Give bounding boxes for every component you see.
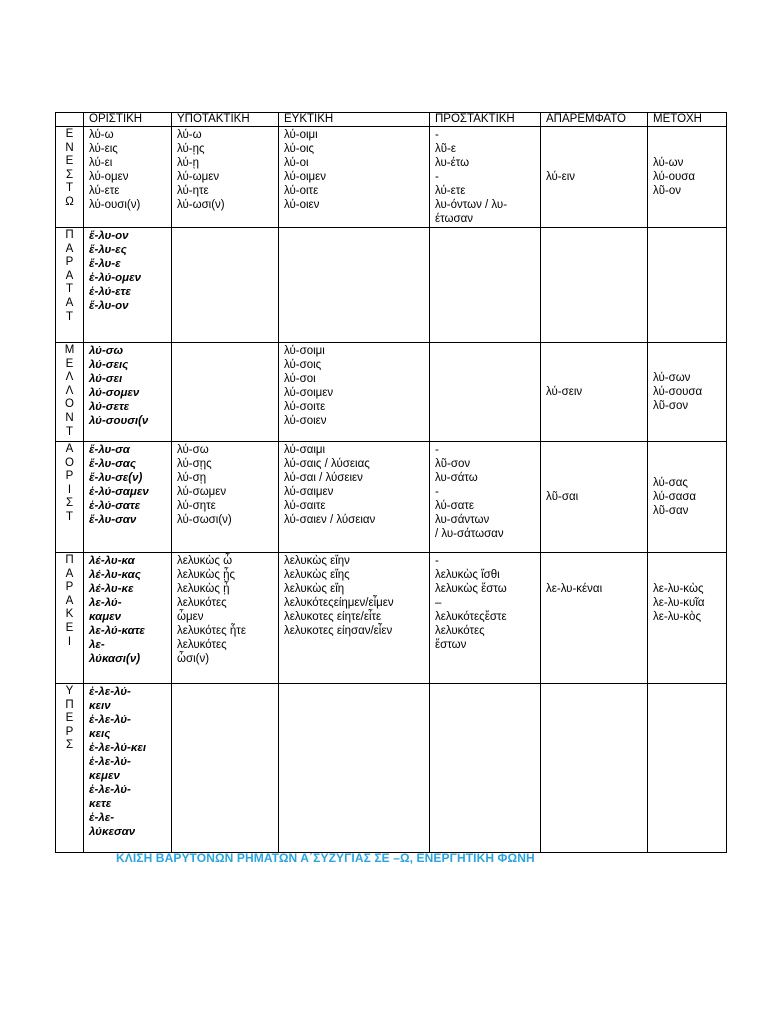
verb-form: λύ-σω	[177, 444, 209, 456]
verb-form: ἐ-λε-λύ-	[89, 714, 131, 726]
verb-form: λελυκὼς ᾖ	[177, 583, 230, 595]
verb-form: λύ-σῃ	[177, 472, 207, 484]
verb-form: λύ-σοις	[284, 359, 322, 371]
cell-perfect-participle	[648, 553, 727, 684]
cell-present-infinitive	[541, 127, 648, 228]
verb-form: λύ-ῃς	[177, 143, 205, 155]
tense-letter: Α	[65, 269, 74, 282]
tense-letter: Π	[65, 698, 74, 711]
cell-imperfect-imperative	[430, 228, 541, 343]
cell-present-imperative	[430, 127, 541, 228]
cell-imperfect-indicative	[84, 228, 172, 343]
verb-form: λύ-οιεν	[284, 199, 320, 211]
tense-letter: Κ	[65, 608, 74, 621]
verb-form: λελυκότες	[177, 639, 227, 651]
cell-present-optative	[279, 127, 430, 228]
verb-form: λύ-σοιμεν	[284, 387, 334, 399]
tense-letter: Σ	[65, 168, 74, 181]
tense-label-present	[56, 127, 84, 228]
verb-form: λύ-σατε	[435, 500, 475, 512]
cell-aorist-participle	[648, 442, 727, 553]
verb-form: λύ-σουσα	[653, 386, 703, 398]
tense-label-imperfect	[56, 228, 84, 343]
verb-form: λελυκότες	[177, 597, 227, 609]
verb-form: ἐ-λύ-σατε	[89, 500, 141, 512]
header-subjunctive: ΥΠΟΤΑΚΤΙΚΗ	[172, 113, 279, 127]
verb-form: λύ-σω	[89, 345, 124, 357]
tense-letter: Ρ	[65, 470, 74, 483]
verb-form: λύ-σασα	[653, 491, 697, 503]
verb-form: λύ-σομεν	[89, 387, 140, 399]
tense-row-present	[56, 127, 727, 228]
verb-form: ἐ-λύ-ετε	[89, 286, 131, 298]
cell-pluperfect-optative	[279, 684, 430, 853]
verb-form: λελυκότες	[435, 625, 485, 637]
verb-form: ἐ-λύ-σαμεν	[89, 486, 149, 498]
table-caption: ΚΛΙΣΗ ΒΑΡΥΤΟΝΩΝ ΡΗΜΑΤΩΝ Α΄ΣΥΖΥΓΙΑΣ ΣΕ –Ω, ΕΝΕΡΓΗΤΙΚΗ ΦΩΝΗ	[116, 851, 535, 865]
cell-perfect-subjunctive	[172, 553, 279, 684]
tense-row-perfect	[56, 553, 727, 684]
verb-form: λύ-ει	[89, 157, 113, 169]
verb-form: -	[435, 444, 439, 456]
verb-form: λύ-οι	[284, 157, 309, 169]
verb-form: λύ-σαιμεν	[284, 486, 334, 498]
cell-aorist-infinitive	[541, 442, 648, 553]
tense-letter: Λ	[65, 371, 74, 384]
verb-form: λύ-σαις / λύσειας	[284, 458, 370, 470]
header-row	[56, 113, 727, 127]
tense-letter: Ρ	[65, 256, 74, 269]
verb-form: λέ-λυ-κας	[89, 569, 141, 581]
tense-letter: Ε	[65, 712, 74, 725]
verb-form: λυ-όντων / λυ-	[435, 199, 508, 211]
verb-form: ἔστων	[435, 639, 467, 651]
verb-form: λύ-σωμεν	[177, 486, 227, 498]
tense-letter: Ρ	[65, 725, 74, 738]
verb-form: λῦ-σαν	[653, 505, 689, 517]
verb-form: λε-λυ-κυῖα	[653, 597, 705, 609]
verb-form: λε-λυ-κέναι	[546, 583, 603, 595]
verb-form: λύ-σωσι(ν)	[177, 514, 232, 526]
verb-form: λύ-ῃ	[177, 157, 199, 169]
header-indicative: ΟΡΙΣΤΙΚΗ	[84, 113, 172, 127]
verb-form: λύ-σουσι(ν	[89, 415, 149, 427]
verb-form: λύ-ω	[177, 129, 202, 141]
tense-letter: Ε	[65, 621, 74, 634]
verb-form: ἔ-λυ-ον	[89, 230, 129, 242]
verb-form: λελυκὼς εἴης	[284, 569, 350, 581]
verb-form: ἔ-λυ-ε	[89, 258, 121, 270]
verb-form: κετε	[89, 798, 112, 810]
verb-form: λύκεσαν	[89, 826, 136, 838]
tense-letter: Ω	[65, 195, 74, 208]
tense-letter: Ρ	[65, 581, 74, 594]
cell-future-infinitive	[541, 343, 648, 442]
verb-form: λύ-εις	[89, 143, 118, 155]
verb-form: λύ-οις	[284, 143, 315, 155]
verb-form: –	[435, 597, 442, 609]
verb-form: λελυκὼς εἴη	[284, 583, 345, 595]
tense-letter: Ε	[65, 155, 74, 168]
tense-letter: Τ	[65, 310, 74, 323]
verb-form: κειν	[89, 700, 111, 712]
tense-letter: Ο	[65, 398, 74, 411]
tense-letter: Α	[65, 242, 74, 255]
cell-aorist-subjunctive	[172, 442, 279, 553]
cell-pluperfect-imperative	[430, 684, 541, 853]
tense-letter: Π	[65, 229, 74, 241]
cell-imperfect-subjunctive	[172, 228, 279, 343]
verb-form: ἐ-λε-λύ-	[89, 686, 131, 698]
verb-form: λε-λύ-κατε	[89, 625, 145, 637]
verb-form: κεις	[89, 728, 111, 740]
verb-form: λε-λύ-	[89, 597, 122, 609]
verb-form: λύ-σητε	[177, 500, 216, 512]
cell-future-indicative	[84, 343, 172, 442]
tense-letter: Α	[65, 567, 74, 580]
verb-form: λελυκὼς ᾖς	[177, 569, 236, 581]
verb-form: λῦ-σον	[435, 458, 471, 470]
verb-form: λελυκοτες είησαν/εἶεν	[284, 625, 393, 637]
tense-letter: Τ	[65, 510, 74, 523]
header-imperative: ΠΡΟΣΤΑΚΤΙΚΗ	[430, 113, 541, 127]
verb-form: -	[435, 555, 439, 567]
cell-aorist-indicative	[84, 442, 172, 553]
cell-present-subjunctive	[172, 127, 279, 228]
verb-form: λύ-σαιεν / λύσειαν	[284, 514, 376, 526]
tense-letter: Ο	[65, 456, 74, 469]
verb-form: λύκασι(ν)	[89, 653, 141, 665]
verb-form: έτωσαν	[435, 213, 473, 225]
conjugation-document	[55, 112, 727, 853]
tense-letter: Λ	[65, 384, 74, 397]
tense-letter: Σ	[65, 497, 74, 510]
verb-form: λελυκότεςἔστε	[435, 611, 507, 623]
corner-header	[56, 113, 84, 127]
verb-form: λελυκὼς ἔστω	[435, 583, 507, 595]
verb-form	[653, 568, 722, 582]
tense-letter: Α	[65, 443, 74, 455]
verb-form: λύ-σεις	[89, 359, 129, 371]
cell-pluperfect-infinitive	[541, 684, 648, 853]
verb-form: λύ-ουσα	[653, 171, 696, 183]
verb-form: λελυκότεςείημεν/εἶμεν	[284, 597, 394, 609]
verb-form: λύ-σας	[653, 477, 688, 489]
verb-form: λελυκὼς ἴσθι	[435, 569, 500, 581]
verb-form: λύ-σετε	[89, 401, 130, 413]
verb-form: ἐ-λε-λύ-	[89, 784, 131, 796]
verb-form: λύ-σειν	[546, 386, 583, 398]
verb-form: λύ-ειν	[546, 171, 576, 183]
cell-imperfect-participle	[648, 228, 727, 343]
verb-form: -	[435, 171, 439, 183]
verb-form: -	[435, 486, 439, 498]
verb-form: λε-λυ-κὼς	[653, 583, 704, 595]
tense-letter: Ν	[65, 411, 74, 424]
tense-row-pluperfect	[56, 684, 727, 853]
cell-future-participle	[648, 343, 727, 442]
verb-form: ἔ-λυ-σαν	[89, 514, 137, 526]
verb-form: λέ-λυ-κε	[89, 583, 134, 595]
verb-form: λύ-ωσι(ν)	[177, 199, 225, 211]
cell-perfect-infinitive	[541, 553, 648, 684]
tense-label-pluperfect	[56, 684, 84, 853]
cell-perfect-optative	[279, 553, 430, 684]
verb-form: ἐ-λε-	[89, 812, 115, 824]
tense-letter: Ν	[65, 141, 74, 154]
verb-form: ἐ-λε-λύ-κει	[89, 742, 147, 754]
tense-letter: Τ	[65, 425, 74, 438]
cell-present-participle	[648, 127, 727, 228]
tense-letter: Σ	[65, 739, 74, 752]
verb-form: ἐ-λύ-ομεν	[89, 272, 141, 284]
verb-form: λύ-ω	[89, 129, 114, 141]
header-optative: ΕΥΚΤΙΚΗ	[279, 113, 430, 127]
verb-form: λύ-οιμεν	[284, 171, 327, 183]
verb-form: λύ-ετε	[435, 185, 466, 197]
verb-form: ἔ-λυ-σε(ν)	[89, 472, 143, 484]
header-infinitive: ΑΠΑΡΕΜΦΑΤΟ	[541, 113, 648, 127]
verb-form: ἐ-λε-λύ-	[89, 756, 131, 768]
verb-form: λύ-σαι / λύσειεν	[284, 472, 363, 484]
verb-form: λελυκότες ἦτε	[177, 625, 246, 637]
verb-form: λύ-οιτε	[284, 185, 319, 197]
verb-form: λελυκὼς εἴην	[284, 555, 350, 567]
tense-letter: Α	[65, 594, 74, 607]
verb-form: / λυ-σάτωσαν	[435, 528, 504, 540]
verb-form: λῦ-σαι	[546, 491, 579, 503]
tense-row-imperfect	[56, 228, 727, 343]
tense-row-aorist	[56, 442, 727, 553]
tense-letter: Τ	[65, 283, 74, 296]
verb-form	[653, 554, 722, 568]
cell-future-imperative	[430, 343, 541, 442]
verb-form: λύ-σῃς	[177, 458, 212, 470]
tense-letter: Ι	[67, 635, 72, 648]
tense-label-perfect	[56, 553, 84, 684]
verb-form: λε-λυ-κὸς	[653, 611, 701, 623]
verb-form: λύ-ομεν	[89, 171, 129, 183]
verb-form: καμεν	[89, 611, 122, 623]
verb-form: λύ-ητε	[177, 185, 209, 197]
cell-pluperfect-subjunctive	[172, 684, 279, 853]
cell-pluperfect-participle	[648, 684, 727, 853]
cell-future-optative	[279, 343, 430, 442]
tense-letter: Υ	[65, 685, 74, 697]
verb-form: λύ-ουσι(ν)	[89, 199, 141, 211]
verb-form: λύ-οιμι	[284, 129, 318, 141]
verb-form: ὦμεν	[177, 611, 204, 623]
verb-form: λύ-σοιεν	[284, 415, 327, 427]
tense-letter: Ε	[65, 357, 74, 370]
verb-form: ὦσι(ν)	[177, 653, 210, 665]
verb-form: λῦ-ε	[435, 143, 456, 155]
verb-form: λυ-έτω	[435, 157, 470, 169]
verb-form: ἔ-λυ-σα	[89, 444, 130, 456]
verb-form	[546, 568, 643, 582]
tense-letter: Α	[65, 296, 74, 309]
tense-letter: Ι	[67, 483, 72, 496]
verb-form: -	[435, 129, 439, 141]
verb-form: λῦ-ον	[653, 185, 682, 197]
tense-letter: Ε	[65, 128, 74, 140]
verb-form: λύ-ετε	[89, 185, 120, 197]
cell-pluperfect-indicative	[84, 684, 172, 853]
tense-label-aorist	[56, 442, 84, 553]
verb-form: λυ-σάτω	[435, 472, 478, 484]
cell-perfect-indicative	[84, 553, 172, 684]
cell-perfect-imperative	[430, 553, 541, 684]
verb-form: ἔ-λυ-ον	[89, 300, 129, 312]
cell-imperfect-optative	[279, 228, 430, 343]
tense-letter: Π	[65, 554, 74, 566]
verb-form: λυ-σάντων	[435, 514, 490, 526]
tense-label-future	[56, 343, 84, 442]
verb-form: λύ-ωμεν	[177, 171, 220, 183]
cell-imperfect-infinitive	[541, 228, 648, 343]
verb-form: λῦ-σον	[653, 400, 689, 412]
verb-form: λε-	[89, 639, 105, 651]
tense-row-future	[56, 343, 727, 442]
verb-form: λύ-σαιμι	[284, 444, 326, 456]
verb-form: λύ-σαιτε	[284, 500, 326, 512]
verb-form: λύ-σων	[653, 372, 691, 384]
cell-aorist-imperative	[430, 442, 541, 553]
verb-form	[546, 554, 643, 568]
cell-present-indicative	[84, 127, 172, 228]
header-participle: ΜΕΤΟΧΗ	[648, 113, 727, 127]
verb-form: λύ-σοι	[284, 373, 316, 385]
verb-form: λύ-σει	[89, 373, 123, 385]
conjugation-table	[55, 112, 727, 853]
verb-form: λύ-σοιμι	[284, 345, 325, 357]
verb-form: λύ-ων	[653, 157, 684, 169]
tense-letter: Τ	[65, 182, 74, 195]
verb-form: ἔ-λυ-ες	[89, 244, 127, 256]
verb-form: λύ-σοιτε	[284, 401, 326, 413]
cell-future-subjunctive	[172, 343, 279, 442]
tense-letter: Μ	[64, 344, 75, 356]
verb-form: λέ-λυ-κα	[89, 555, 135, 567]
verb-form: λελυκὼς ὦ	[177, 555, 233, 567]
cell-aorist-optative	[279, 442, 430, 553]
verb-form: λελυκοτες είητε/εἶτε	[284, 611, 382, 623]
verb-form: κεμεν	[89, 770, 120, 782]
verb-form: ἔ-λυ-σας	[89, 458, 137, 470]
